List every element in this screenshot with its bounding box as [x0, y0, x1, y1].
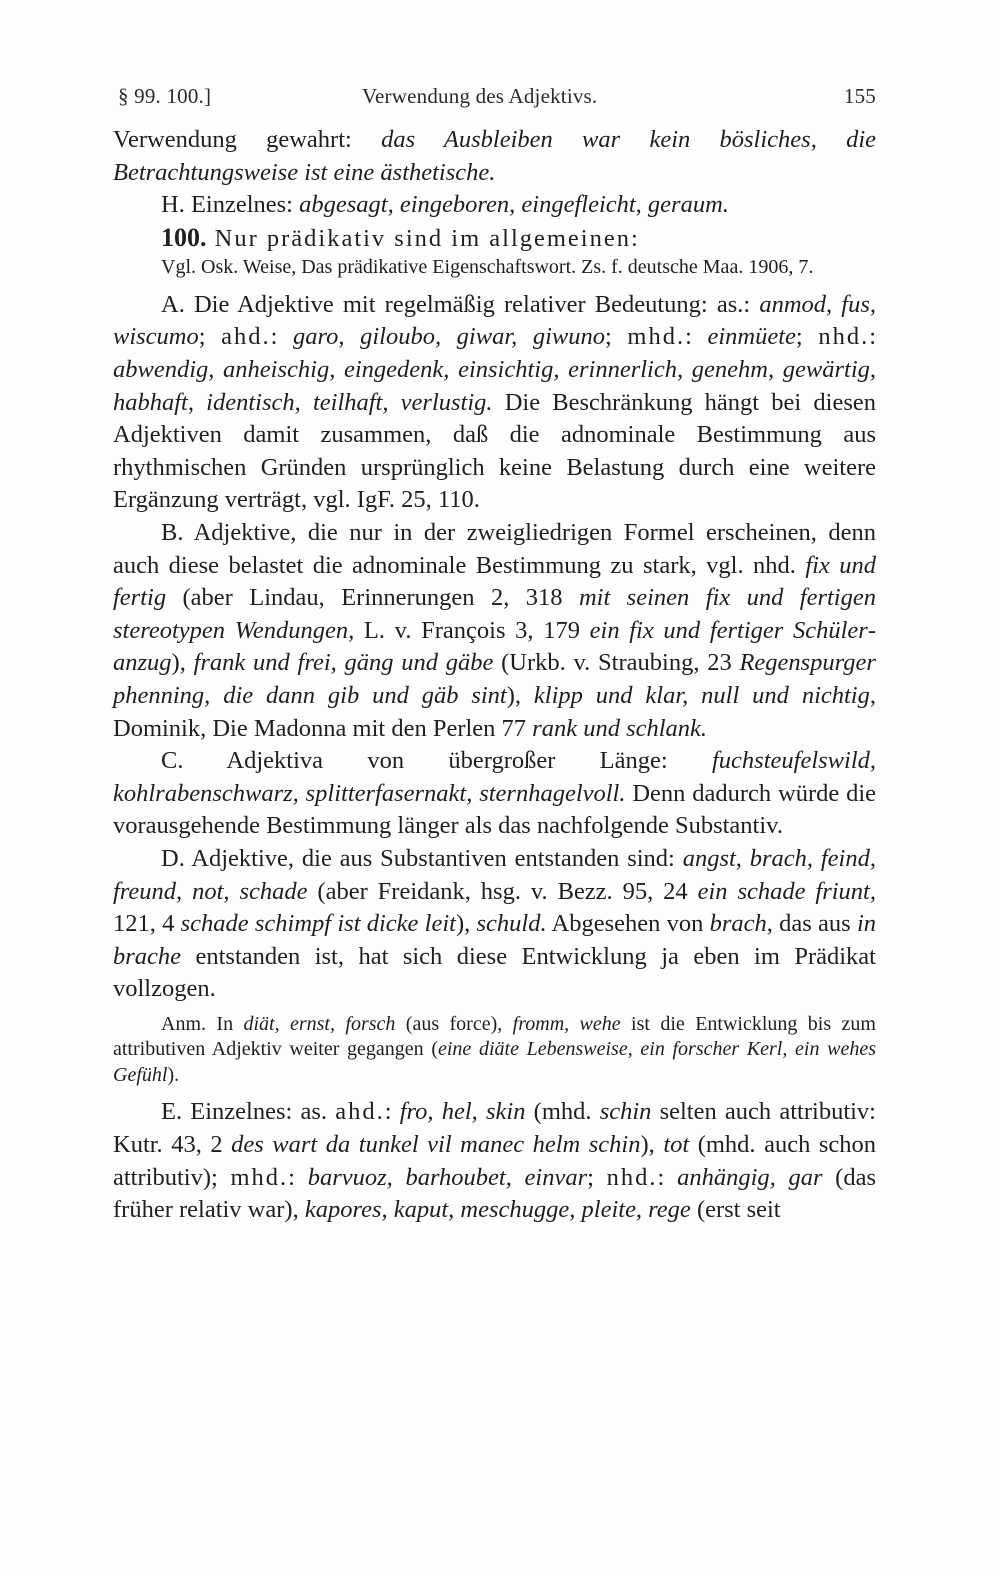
text: H. Einzelnes: — [161, 191, 300, 219]
text: ; — [198, 323, 222, 351]
running-title: Verwendung des Adjektivs. — [362, 84, 598, 108]
italic-text: schin — [599, 1098, 652, 1126]
paragraph — [113, 745, 876, 843]
italic-text: ein fix und fertiger Schüleranzug — [113, 616, 876, 677]
text: ahd. — [335, 1098, 385, 1126]
text: mhd. — [230, 1163, 289, 1191]
text: B. Adjektive, die nur in der zweigliedrigen Formel erscheinen, denn auch diese belastet die adnominale Bestimmung zu stark, vgl. nhd. — [113, 519, 876, 579]
section-reference: § 99. 100.] — [118, 84, 212, 108]
italic-text: das Ausbleiben war kein bösliches, die Betrachtungsweise ist eine ästhetische. — [113, 126, 877, 186]
text: ist die Entwicklung bis zum attributiven Adjektiv weiter gegangen ( — [113, 1012, 876, 1061]
text: ; — [605, 323, 628, 351]
running-header — [118, 84, 876, 109]
text: Die Beschränkung hängt bei diesen Adjektiven damit zusammen, daß die adnominale Bestimmung aus rhythmischen Gründen ursprünglich keine Belastung durch eine weitere Ergänzung verträgt, vgl. IgF. 25, 110. — [113, 388, 876, 514]
italic-text: anhängig, gar — [677, 1163, 823, 1191]
paragraph — [113, 124, 876, 189]
text: (aber Lindau, Erinnerungen 2, 318 — [166, 584, 579, 612]
text: D. Adjektive, die aus Substantiven entstanden sind: — [161, 844, 683, 872]
italic-text: fuchsteufelswild, kohlrabenschwarz, splitterfasernakt, sternhagelvoll. — [113, 747, 876, 807]
page-body-text — [113, 124, 876, 1227]
paragraph — [113, 843, 876, 1006]
italic-text: tot — [663, 1131, 690, 1159]
italic-text: einmüete — [707, 323, 796, 351]
italic-text: fix und fertig — [113, 551, 876, 612]
paragraph — [113, 189, 876, 222]
text: Nur prädikativ sind im allgemeinen: — [206, 224, 640, 252]
italic-text: fromm, wehe — [512, 1012, 621, 1035]
paragraph — [113, 255, 876, 281]
text: (aus force), — [395, 1012, 513, 1035]
paragraph — [113, 1096, 876, 1226]
text: C. Adjektiva von übergroßer Länge: — [161, 747, 712, 775]
italic-text: ein schade friunt, — [697, 877, 876, 905]
text: ), — [171, 649, 194, 677]
italic-text: abwendig, anheischig, eingedenk, einsichtig, erinnerlich, genehm, gewärtig, habhaft, identisch, teilhaft, verlustig. — [113, 356, 876, 416]
italic-text: in brache — [113, 910, 877, 970]
italic-text: kapores, kaput, meschugge, pleite, rege — [304, 1196, 691, 1224]
text: 121, 4 — [113, 910, 181, 938]
text: , das aus — [766, 910, 857, 938]
text: (das früher relativ war), — [113, 1163, 877, 1224]
text: entstanden ist, hat sich diese Entwicklung ja eben im Prädikat vollzogen. — [113, 942, 876, 1003]
text: ), — [455, 910, 477, 938]
italic-text: eine diäte Lebensweise, ein forscher Kerl, ein wehes Gefühl — [113, 1038, 876, 1086]
text: ). — [167, 1063, 180, 1086]
paragraph — [113, 289, 876, 517]
text: nhd. — [818, 323, 870, 351]
text: nhd. — [606, 1163, 658, 1191]
text: Denn dadurch würde die vorausgehende Bestimmung länger als das nachfolgende Substantiv. — [113, 779, 876, 840]
text: mhd. — [627, 323, 686, 351]
italic-text: des wart da tunkel vil manec helm schin — [231, 1131, 641, 1159]
italic-text: Regenspurger phenning, die dann gib und gäb sint — [113, 649, 876, 709]
text: (aber Freidank, hsg. v. Bezz. 95, 24 — [307, 877, 698, 905]
italic-text: abgesagt, eingeboren, eingefleicht, geraum. — [299, 191, 729, 219]
italic-text: angst, brach, feind, freund, not, schade — [113, 844, 876, 905]
text: ), — [640, 1131, 664, 1159]
text: Anm. In — [161, 1012, 244, 1035]
text: ; — [587, 1163, 607, 1191]
paragraph — [113, 1012, 876, 1089]
italic-text: fro, hel, skin — [399, 1098, 526, 1126]
paragraph — [113, 222, 876, 256]
text: Vgl. Osk. Weise, Das prädikative Eigenschaftswort. Zs. f. deutsche Maa. 1906, 7. — [161, 256, 814, 279]
italic-text: rank und schlank. — [532, 714, 708, 742]
text: L. v. François 3, 179 — [354, 616, 590, 644]
text: Abgesehen von — [546, 910, 710, 938]
text: E. Einzelnes: as. — [161, 1098, 336, 1126]
italic-text: schuld. — [476, 910, 547, 938]
italic-text: barvuoz, barhoubet, einvar — [307, 1163, 588, 1191]
text: : — [685, 323, 708, 351]
italic-text: brach — [709, 910, 767, 938]
text: ; — [795, 323, 819, 351]
text: (Urkb. v. Straubing, 23 — [493, 649, 740, 677]
text: Verwendung gewahrt: — [113, 126, 382, 153]
italic-text: schade schimpf ist dicke leit — [180, 910, 456, 938]
text: (mhd. — [525, 1098, 600, 1126]
text: ahd. — [221, 323, 271, 351]
page-number: 155 — [843, 84, 876, 108]
text: : — [869, 323, 876, 351]
text: selten auch attributiv: Kutr. 43, 2 — [113, 1098, 876, 1159]
text: : — [384, 1098, 400, 1126]
paragraph — [113, 517, 876, 745]
italic-text: klipp und klar, null und nichtig — [533, 682, 870, 709]
text: : — [657, 1163, 678, 1191]
text: A. Die Adjektive mit regelmäßig relativer Bedeutung: as.: — [161, 290, 760, 318]
text: (mhd. auch schon attributiv); — [113, 1131, 876, 1191]
text: ), — [506, 682, 534, 709]
section-number: 100. — [161, 222, 207, 252]
text: (erst seit — [690, 1196, 781, 1224]
text: : — [270, 323, 294, 351]
italic-text: mit seinen fix und fertigen stereotypen Wendungen, — [113, 584, 876, 644]
text: , Dominik, Die Madonna mit den Perlen 77 — [113, 682, 876, 742]
italic-text: anmod, fus, wiscumo — [113, 290, 876, 351]
italic-text: diät, ernst, forsch — [243, 1012, 396, 1035]
italic-text: frank und frei, gäng und gäbe — [193, 649, 494, 677]
italic-text: garo, giloubo, giwar, giwuno — [293, 323, 606, 351]
text: : — [288, 1163, 308, 1191]
